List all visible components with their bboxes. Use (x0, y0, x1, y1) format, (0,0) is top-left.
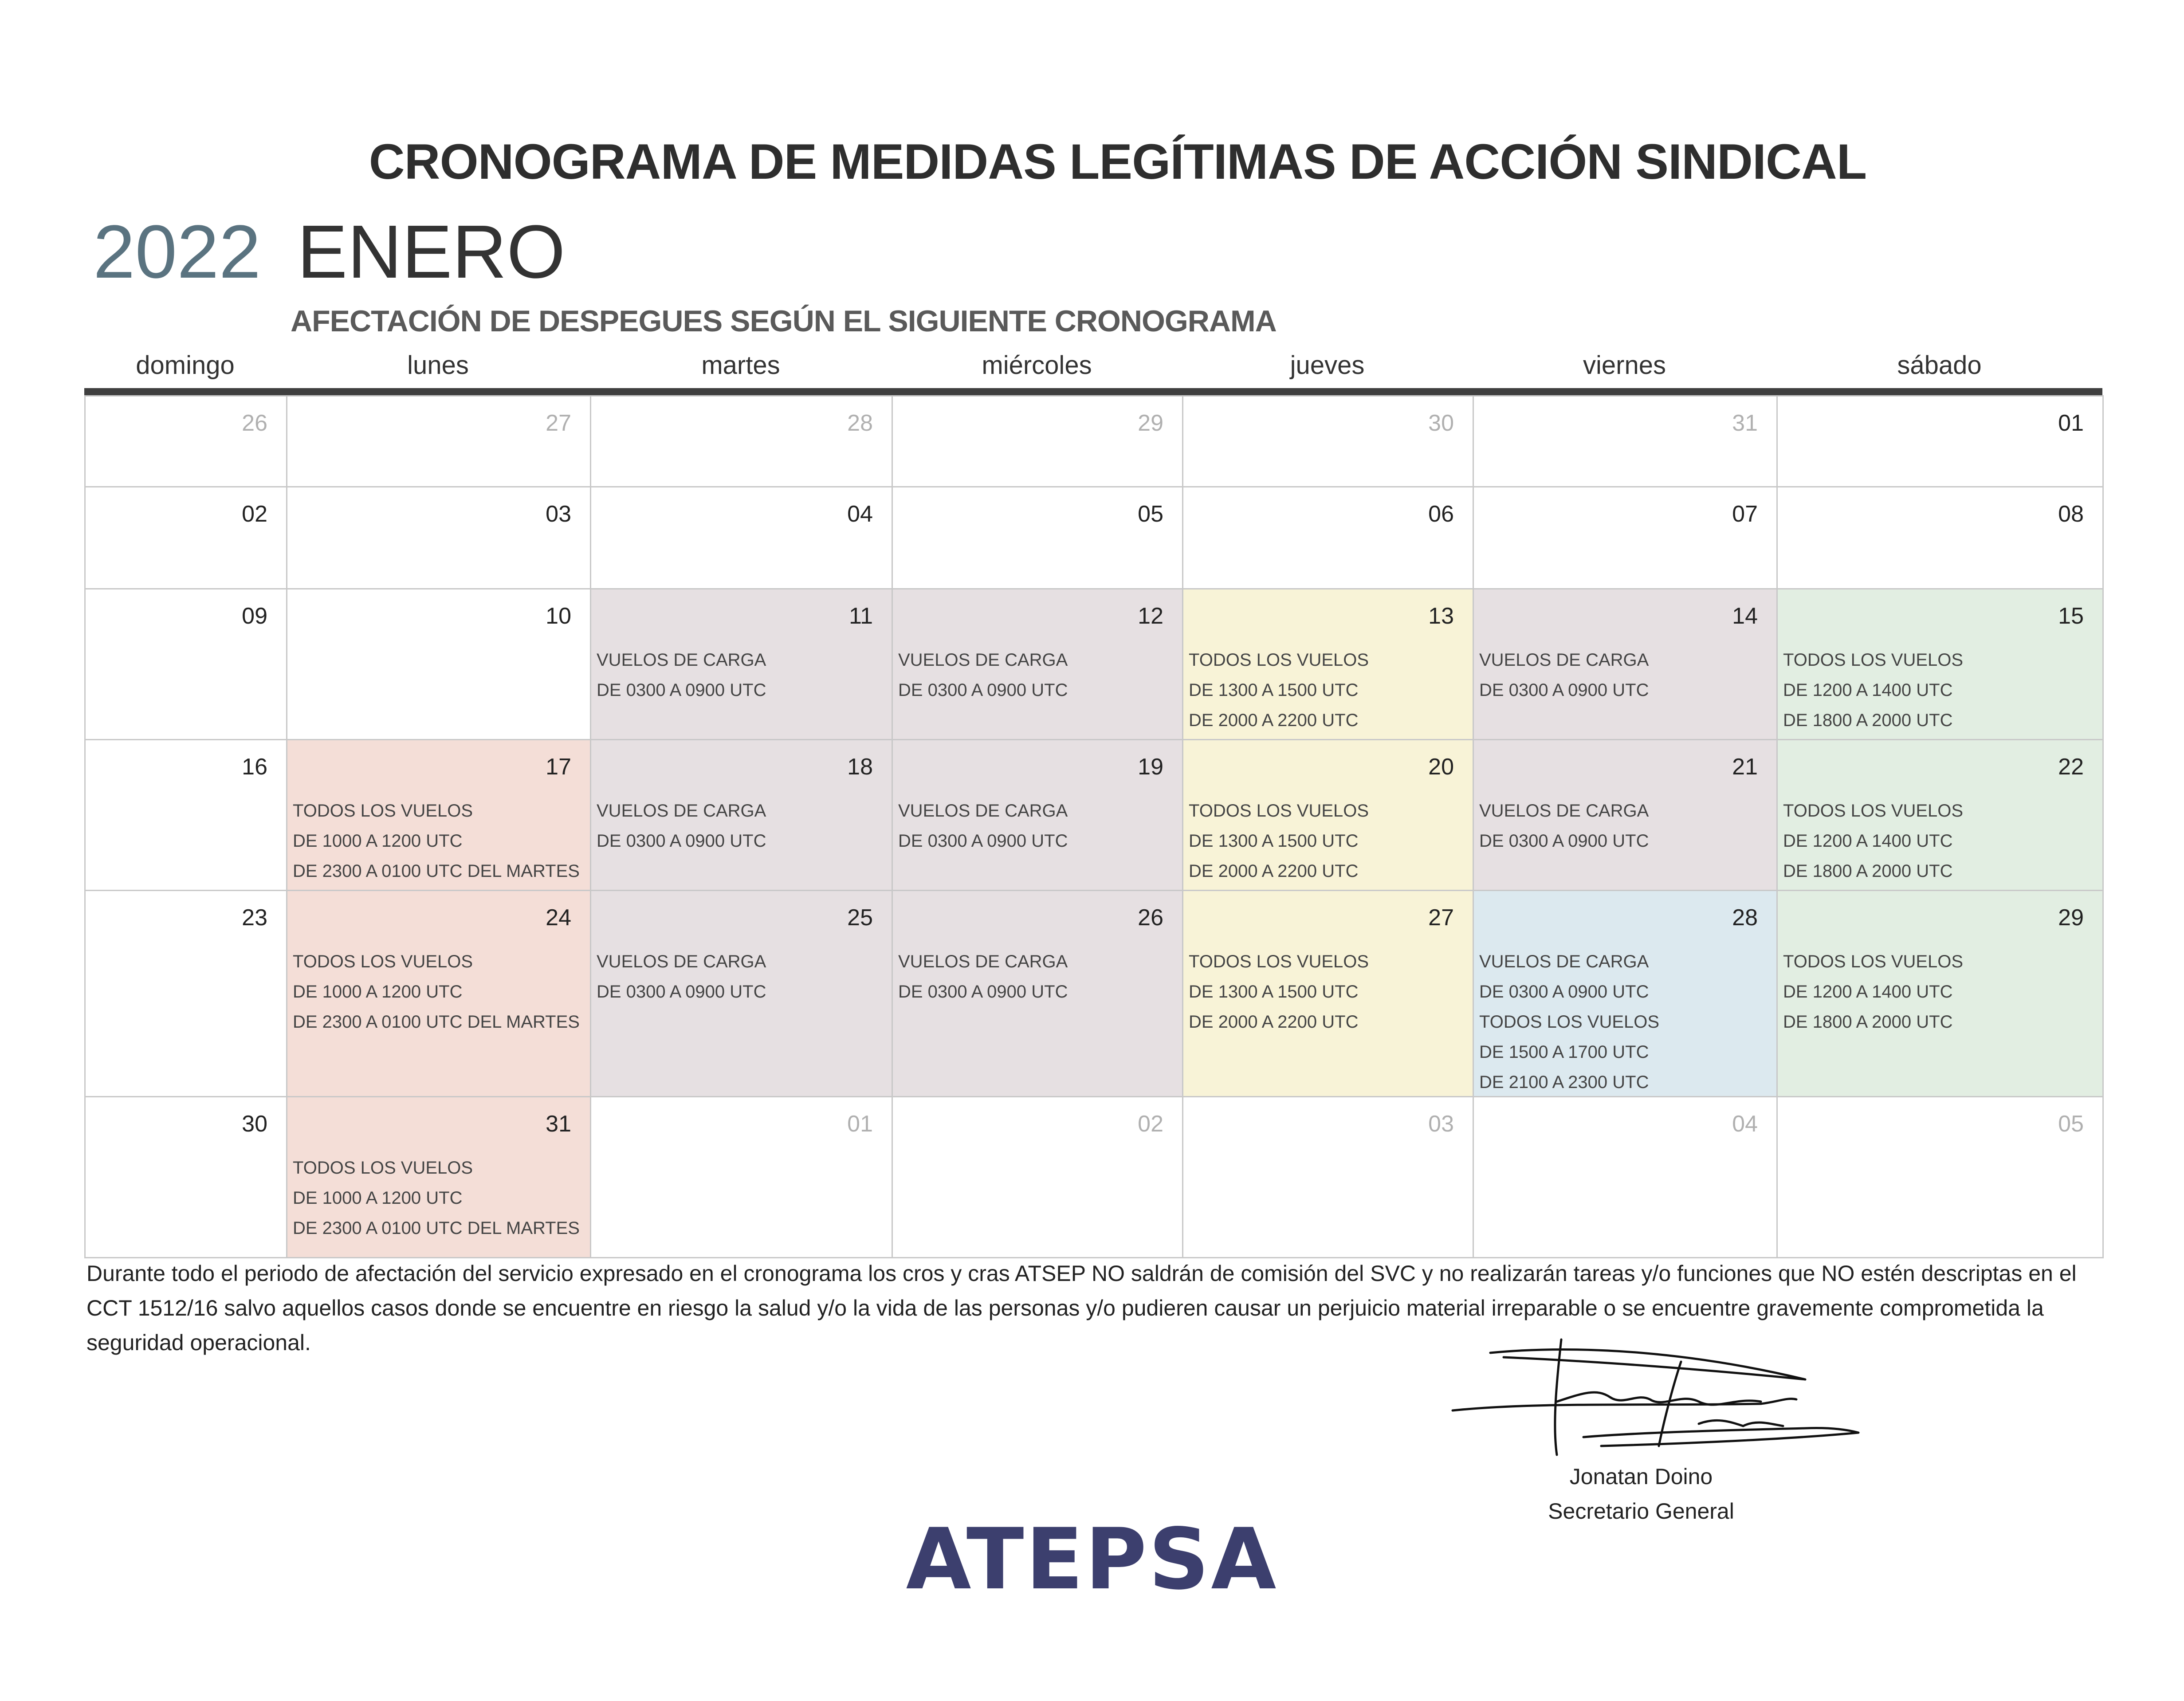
day-schedule (1189, 947, 1369, 1037)
day-number: 27 (546, 410, 571, 436)
schedule-line: DE 0300 A 0900 UTC (898, 680, 1068, 700)
calendar-day-cell (1182, 486, 1474, 589)
calendar-day-cell (590, 1096, 893, 1258)
day-number: 26 (242, 410, 267, 436)
calendar-day-cell (892, 739, 1183, 891)
schedule-line: VUELOS DE CARGA (1479, 801, 1649, 821)
calendar-day-cell (286, 890, 591, 1097)
schedule-line: DE 2000 A 2200 UTC (1189, 1012, 1359, 1032)
day-number: 11 (849, 603, 873, 629)
day-number: 05 (1138, 501, 1163, 527)
day-number: 08 (2058, 501, 2084, 527)
schedule-line: TODOS LOS VUELOS (1479, 1012, 1660, 1032)
schedule-line: DE 2000 A 2200 UTC (1189, 861, 1359, 881)
weekday-miércoles: miércoles (982, 351, 1092, 380)
schedule-line: DE 1800 A 2000 UTC (1783, 711, 1953, 730)
schedule-line: DE 1300 A 1500 UTC (1189, 982, 1359, 1002)
schedule-line: DE 0300 A 0900 UTC (597, 831, 766, 851)
day-number: 21 (1732, 754, 1758, 780)
day-number: 30 (1428, 410, 1454, 436)
schedule-line: DE 0300 A 0900 UTC (1479, 982, 1649, 1002)
weekday-header (84, 350, 2102, 386)
day-number: 30 (242, 1111, 267, 1137)
calendar-day-cell (1776, 890, 2104, 1097)
calendar-day-cell (892, 588, 1183, 740)
signer-role: Secretario General (1548, 1499, 1734, 1524)
day-number: 05 (2058, 1111, 2084, 1137)
schedule-line: VUELOS DE CARGA (898, 650, 1068, 670)
calendar-day-cell (286, 588, 591, 740)
schedule-line: TODOS LOS VUELOS (1189, 801, 1369, 821)
calendar-day-cell (892, 395, 1183, 487)
day-number: 24 (546, 905, 571, 931)
schedule-line: VUELOS DE CARGA (898, 801, 1068, 821)
day-number: 22 (2058, 754, 2084, 780)
day-number: 17 (546, 754, 571, 780)
schedule-line: DE 1300 A 1500 UTC (1189, 680, 1359, 700)
calendar-day-cell (286, 486, 591, 589)
atepsa-logo: ATEPSA (906, 1510, 1278, 1608)
schedule-line: DE 0300 A 0900 UTC (898, 831, 1068, 851)
day-schedule (1189, 645, 1369, 735)
calendar-day-cell (590, 395, 893, 487)
schedule-line: DE 1000 A 1200 UTC (293, 982, 463, 1002)
month-label: ENERO (297, 210, 566, 294)
calendar-day-cell (84, 890, 287, 1097)
schedule-line: VUELOS DE CARGA (1479, 952, 1649, 971)
calendar-day-cell (84, 1096, 287, 1258)
day-number: 28 (847, 410, 873, 436)
day-number: 09 (242, 603, 267, 629)
schedule-line: TODOS LOS VUELOS (1189, 650, 1369, 670)
schedule-line: DE 0300 A 0900 UTC (597, 982, 766, 1002)
day-number: 29 (1138, 410, 1163, 436)
calendar-day-cell (84, 739, 287, 891)
page-title: CRONOGRAMA DE MEDIDAS LEGÍTIMAS DE ACCIÓN SINDICAL (369, 134, 1867, 189)
calendar-day-cell (84, 395, 287, 487)
day-number: 31 (1732, 410, 1758, 436)
day-schedule (1479, 947, 1659, 1097)
schedule-line: DE 1800 A 2000 UTC (1783, 1012, 1953, 1032)
schedule-line: DE 0300 A 0900 UTC (1479, 831, 1649, 851)
day-schedule (597, 645, 766, 705)
day-number: 19 (1138, 754, 1163, 780)
day-number: 10 (546, 603, 571, 629)
day-schedule (293, 947, 580, 1037)
schedule-line: DE 0300 A 0900 UTC (597, 680, 766, 700)
schedule-line: TODOS LOS VUELOS (293, 1158, 473, 1178)
day-schedule (1479, 796, 1649, 856)
day-number: 29 (2058, 905, 2084, 931)
calendar-day-cell (1182, 890, 1474, 1097)
day-number: 04 (1732, 1111, 1758, 1137)
day-number: 01 (847, 1111, 873, 1137)
day-number: 28 (1732, 905, 1758, 931)
day-number: 07 (1732, 501, 1758, 527)
schedule-line: DE 1200 A 1400 UTC (1783, 680, 1953, 700)
schedule-line: DE 1000 A 1200 UTC (293, 831, 463, 851)
calendar-day-cell (1776, 1096, 2104, 1258)
calendar-day-cell (1473, 588, 1778, 740)
schedule-line: TODOS LOS VUELOS (1783, 952, 1964, 971)
day-number: 12 (1138, 603, 1163, 629)
schedule-line: VUELOS DE CARGA (597, 952, 766, 971)
calendar-day-cell (286, 1096, 591, 1258)
calendar-day-cell (892, 486, 1183, 589)
schedule-line: DE 1200 A 1400 UTC (1783, 982, 1953, 1002)
schedule-line: VUELOS DE CARGA (898, 952, 1068, 971)
day-schedule (293, 796, 580, 886)
day-number: 14 (1732, 603, 1758, 629)
weekday-sábado: sábado (1897, 351, 1982, 380)
calendar-day-cell (1776, 395, 2104, 487)
schedule-line: VUELOS DE CARGA (597, 650, 766, 670)
calendar-day-cell (1776, 486, 2104, 589)
calendar-day-cell (1182, 1096, 1474, 1258)
calendar-day-cell (1473, 486, 1778, 589)
day-number: 04 (847, 501, 873, 527)
day-schedule (1479, 645, 1649, 705)
day-schedule (597, 947, 766, 1007)
calendar-day-cell (1776, 739, 2104, 891)
schedule-line: TODOS LOS VUELOS (293, 952, 473, 971)
calendar-day-cell (590, 486, 893, 589)
signer-name: Jonatan Doino (1569, 1464, 1713, 1489)
schedule-line: DE 2100 A 2300 UTC (1479, 1072, 1649, 1092)
calendar-day-cell (1473, 1096, 1778, 1258)
schedule-line: DE 2300 A 0100 UTC DEL MARTES (293, 1218, 580, 1238)
weekday-jueves: jueves (1290, 351, 1365, 380)
footnote: Durante todo el periodo de afectación del servicio expresado en el cronograma los cros y cras ATSEP NO saldrán de comisión del SVC y no realizarán tareas y/o funciones que NO estén descriptas en el CCT 1512/16 salvo aquellos casos donde se encuentre en riesgo la salud y/o la vida de las personas y/o pudieren causar un perjuicio material irreparable o se encuentre gravemente comprometida la seguridad operacional. (86, 1261, 2077, 1355)
weekday-viernes: viernes (1583, 351, 1666, 380)
day-number: 25 (847, 905, 873, 931)
calendar-day-cell (590, 739, 893, 891)
calendar-day-cell (1182, 395, 1474, 487)
day-number: 26 (1138, 905, 1163, 931)
schedule-line: DE 1200 A 1400 UTC (1783, 831, 1953, 851)
schedule-line: DE 0300 A 0900 UTC (1479, 680, 1649, 700)
day-number: 01 (2058, 410, 2084, 436)
schedule-line: TODOS LOS VUELOS (1783, 801, 1964, 821)
calendar-day-cell (1473, 890, 1778, 1097)
day-number: 13 (1428, 603, 1454, 629)
day-number: 06 (1428, 501, 1454, 527)
day-schedule (898, 796, 1068, 856)
day-number: 15 (2058, 603, 2084, 629)
day-schedule (1189, 796, 1369, 886)
day-number: 02 (242, 501, 267, 527)
calendar-day-cell (84, 486, 287, 589)
schedule-line: DE 1300 A 1500 UTC (1189, 831, 1359, 851)
weekday-martes: martes (701, 351, 780, 380)
day-number: 16 (242, 754, 267, 780)
header-divider (84, 388, 2102, 395)
calendar-day-cell (1473, 395, 1778, 487)
calendar-day-cell (892, 890, 1183, 1097)
schedule-line: DE 1500 A 1700 UTC (1479, 1042, 1649, 1062)
calendar-day-cell (590, 588, 893, 740)
calendar-day-cell (286, 395, 591, 487)
day-schedule (898, 947, 1068, 1007)
weekday-domingo: domingo (136, 351, 235, 380)
schedule-line: DE 1000 A 1200 UTC (293, 1188, 463, 1208)
schedule-line: DE 1800 A 2000 UTC (1783, 861, 1953, 881)
schedule-line: VUELOS DE CARGA (1479, 650, 1649, 670)
calendar-day-cell (1182, 739, 1474, 891)
calendar-day-cell (1182, 588, 1474, 740)
calendar-day-cell (892, 1096, 1183, 1258)
day-number: 02 (1138, 1111, 1163, 1137)
day-number: 27 (1428, 905, 1454, 931)
day-number: 23 (242, 905, 267, 931)
day-schedule (898, 645, 1068, 705)
schedule-line: DE 2300 A 0100 UTC DEL MARTES (293, 1012, 580, 1032)
day-schedule (1783, 947, 1963, 1037)
signature-image (1450, 1335, 1863, 1464)
calendar-day-cell (1473, 739, 1778, 891)
page-subtitle: AFECTACIÓN DE DESPEGUES SEGÚN EL SIGUIENTE CRONOGRAMA (291, 304, 1277, 338)
calendar-grid (84, 395, 2102, 1257)
schedule-line: DE 2300 A 0100 UTC DEL MARTES (293, 861, 580, 881)
day-schedule (293, 1153, 580, 1243)
schedule-line: TODOS LOS VUELOS (1783, 650, 1964, 670)
calendar-day-cell (286, 739, 591, 891)
schedule-line: TODOS LOS VUELOS (1189, 952, 1369, 971)
schedule-line: VUELOS DE CARGA (597, 801, 766, 821)
day-number: 31 (546, 1111, 571, 1137)
day-number: 20 (1428, 754, 1454, 780)
calendar-day-cell (590, 890, 893, 1097)
weekday-lunes: lunes (407, 351, 469, 380)
day-schedule (597, 796, 766, 856)
day-number: 03 (546, 501, 571, 527)
year-label: 2022 (93, 210, 261, 294)
day-number: 03 (1428, 1111, 1454, 1137)
schedule-line: DE 0300 A 0900 UTC (898, 982, 1068, 1002)
schedule-line: TODOS LOS VUELOS (293, 801, 473, 821)
calendar-day-cell (1776, 588, 2104, 740)
day-schedule (1783, 796, 1963, 886)
day-schedule (1783, 645, 1963, 735)
schedule-line: DE 2000 A 2200 UTC (1189, 711, 1359, 730)
calendar-day-cell (84, 588, 287, 740)
day-number: 18 (847, 754, 873, 780)
